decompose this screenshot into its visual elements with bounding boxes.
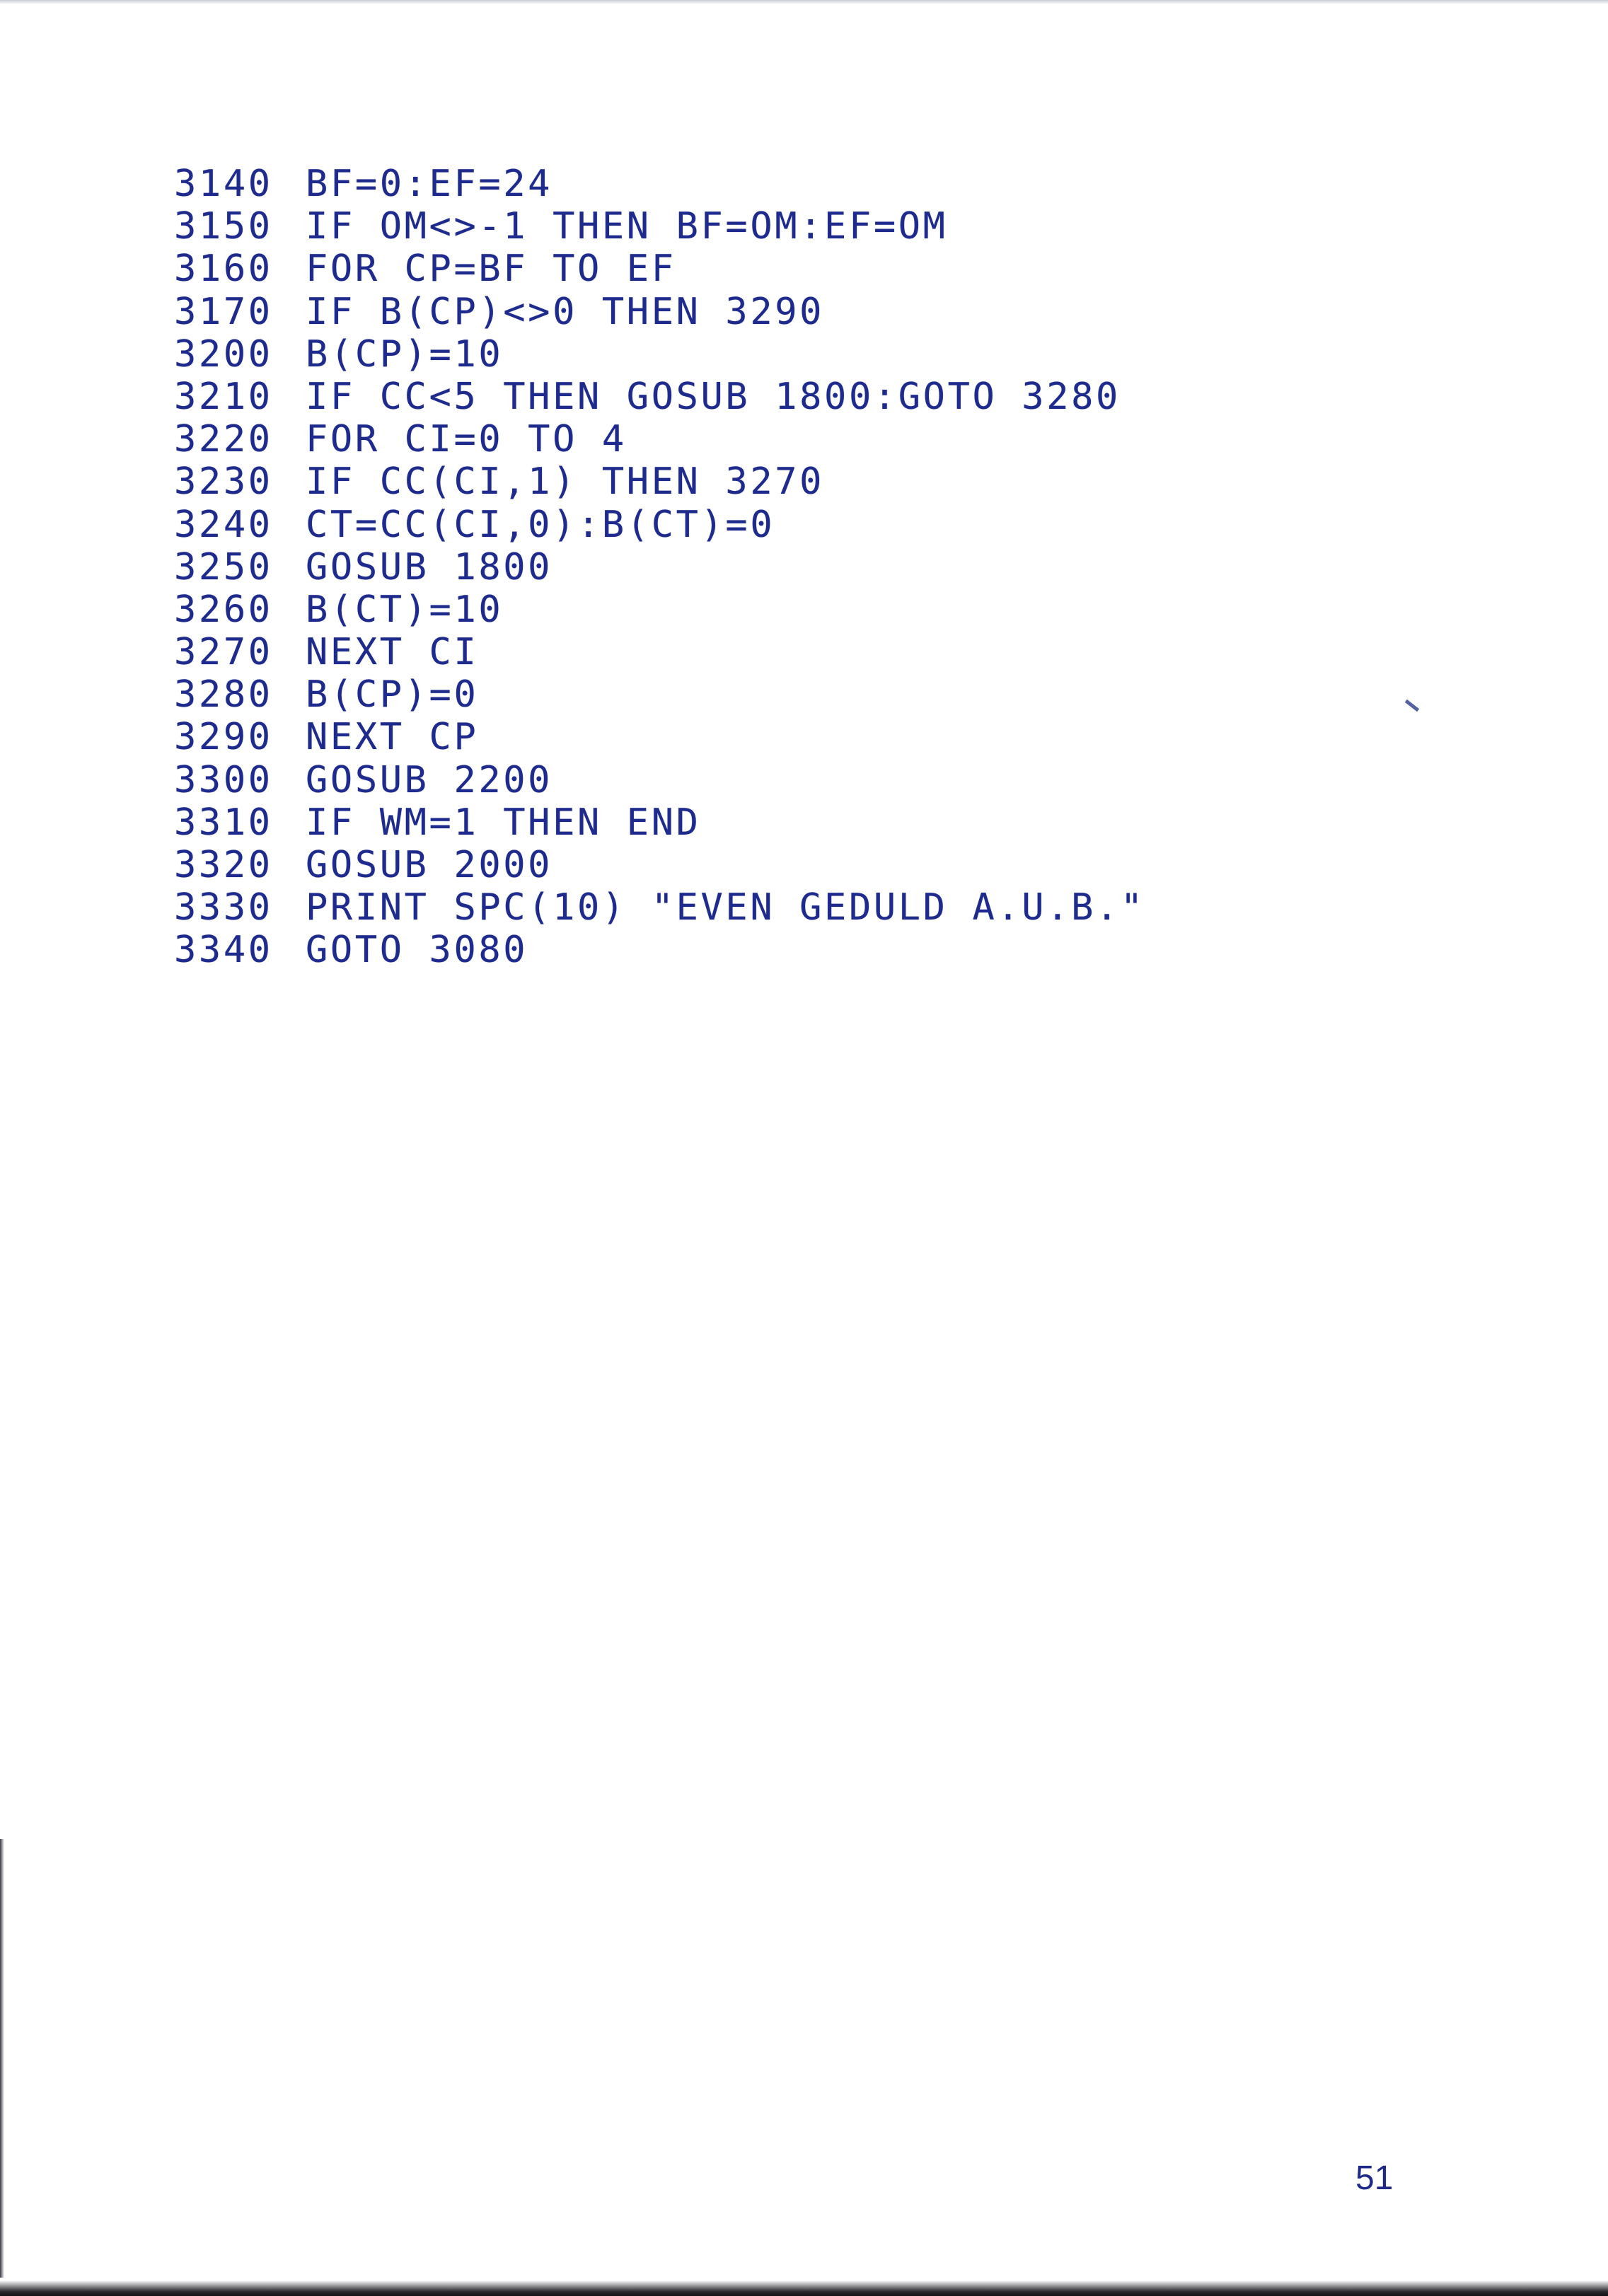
line-number: 3280 (174, 673, 273, 717)
code-line (174, 504, 1145, 546)
line-number: 3340 (174, 929, 273, 972)
line-code: IF B(CP)<>0 THEN 3290 (306, 290, 825, 333)
line-number: 3260 (174, 588, 273, 631)
line-number: 3270 (174, 631, 273, 674)
code-line (174, 631, 1145, 673)
line-code: IF WM=1 THEN END (306, 801, 701, 844)
page-top-edge (0, 0, 1608, 4)
code-line (174, 801, 1145, 844)
line-number: 3300 (174, 758, 273, 801)
line-code: GOTO 3080 (306, 929, 528, 972)
line-code: FOR CP=BF TO EF (306, 248, 676, 291)
code-line (174, 673, 1145, 716)
line-number: 3230 (174, 460, 273, 504)
line-number: 3220 (174, 418, 273, 461)
line-code: BF=0:EF=24 (306, 163, 553, 205)
code-line (174, 205, 1145, 248)
stray-ink-mark (1405, 700, 1419, 712)
page-number: 51 (1355, 2159, 1394, 2197)
code-line (174, 460, 1145, 503)
basic-code-listing (174, 163, 1145, 972)
line-number: 3170 (174, 290, 273, 333)
line-code: GOSUB 1800 (306, 545, 553, 589)
line-code: GOSUB 2000 (306, 844, 553, 886)
line-number: 3250 (174, 545, 273, 589)
code-line (174, 886, 1145, 929)
page-left-edge (0, 1839, 4, 2278)
line-code: B(CP)=0 (306, 673, 479, 717)
code-line (174, 376, 1145, 418)
line-number: 3210 (174, 375, 273, 418)
line-number: 3330 (174, 886, 273, 929)
code-line (174, 589, 1145, 631)
line-number: 3200 (174, 332, 273, 376)
line-code: PRINT SPC(10) "EVEN GEDULD A.U.B." (306, 886, 1145, 929)
code-line (174, 163, 1145, 205)
line-number: 3310 (174, 801, 273, 844)
line-code: NEXT CP (306, 716, 479, 759)
line-number: 3160 (174, 248, 273, 291)
code-line (174, 333, 1145, 376)
line-number: 3290 (174, 716, 273, 759)
code-line (174, 716, 1145, 758)
page-bottom-edge (0, 2280, 1608, 2296)
line-number: 3150 (174, 205, 273, 248)
line-code: GOSUB 2200 (306, 758, 553, 801)
code-line (174, 546, 1145, 589)
line-code: CT=CC(CI,0):B(CT)=0 (306, 503, 775, 546)
line-code: B(CP)=10 (306, 332, 504, 376)
line-number: 3320 (174, 844, 273, 886)
line-number: 3240 (174, 503, 273, 546)
code-line (174, 844, 1145, 886)
line-number: 3140 (174, 163, 273, 205)
code-line (174, 291, 1145, 333)
line-code: B(CT)=10 (306, 588, 504, 631)
code-line (174, 929, 1145, 971)
line-code: IF OM<>-1 THEN BF=OM:EF=OM (306, 205, 948, 248)
line-code: IF CC(CI,1) THEN 3270 (306, 460, 825, 504)
line-code: NEXT CI (306, 631, 479, 674)
code-line (174, 248, 1145, 290)
line-code: FOR CI=0 TO 4 (306, 418, 627, 461)
code-line (174, 759, 1145, 801)
line-code: IF CC<5 THEN GOSUB 1800:GOTO 3280 (306, 375, 1121, 418)
code-line (174, 418, 1145, 460)
